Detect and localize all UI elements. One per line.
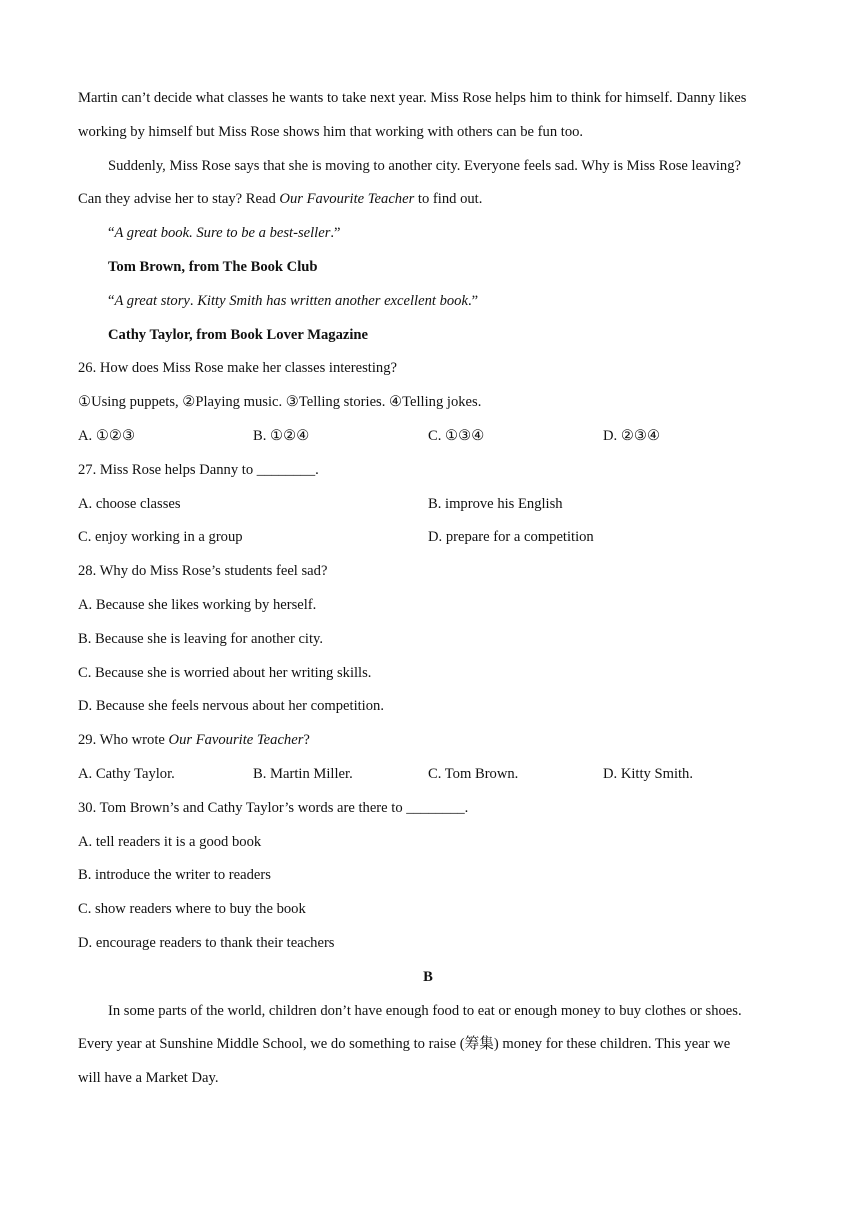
options-29 <box>78 760 778 794</box>
option-c: C. ①③④ <box>428 427 485 444</box>
options-26 <box>78 422 778 456</box>
options-27-row2 <box>78 523 778 557</box>
option-d: D. Kitty Smith. <box>603 765 694 782</box>
text: 29. Who wrote <box>78 732 169 749</box>
section-heading: B <box>423 968 433 985</box>
option-d: D. ②③④ <box>603 427 661 444</box>
option-a: A. Because she likes working by herself. <box>78 596 317 613</box>
question-stem-30: 30. Tom Brown’s and Cathy Taylor’s words are there to ________. <box>78 799 469 816</box>
quote-text: Kitty Smith has written another excellent book <box>197 292 468 309</box>
option-b: B. Because she is leaving for another city. <box>78 630 324 647</box>
option-d: D. prepare for a competition <box>428 529 594 546</box>
quote-text: A great book. Sure to be a best-seller <box>114 225 331 242</box>
question-stem-28: 28. Why do Miss Rose’s students feel sad? <box>78 563 328 580</box>
option-a: A. choose classes <box>78 495 181 512</box>
option-b: B. Martin Miller. <box>253 765 353 782</box>
quote-mark: “ <box>108 225 115 242</box>
option-a: A. Cathy Taylor. <box>78 765 175 782</box>
review-quote-2 <box>78 287 778 321</box>
quote-mark: .” <box>330 225 341 242</box>
quote-text: A great story <box>114 292 190 309</box>
option-d: D. Because she feels nervous about her competition. <box>78 698 384 715</box>
paragraph-line: In some parts of the world, children don’t have enough food to eat or enough money to buy clothes or shoes. <box>108 1002 742 1019</box>
paragraph-line: Martin can’t decide what classes he wants to take next year. Miss Rose helps him to think for himself. Danny likes <box>78 90 747 106</box>
option-a: A. tell readers it is a good book <box>78 833 262 850</box>
text: to find out. <box>414 191 483 208</box>
paragraph-line: Suddenly, Miss Rose says that she is moving to another city. Everyone feels sad. Why is Miss Rose leaving? <box>108 157 741 174</box>
paragraph-line: Every year at Sunshine Middle School, we do something to raise (筹集) money for these children. This year we <box>78 1036 731 1053</box>
option-c: C. Tom Brown. <box>428 765 519 782</box>
text: ? <box>303 732 310 749</box>
document-page <box>78 84 778 1098</box>
options-27-row1 <box>78 490 778 524</box>
review-quote-1 <box>78 219 778 253</box>
option-b: B. ①②④ <box>253 427 310 444</box>
paragraph-line: will have a Market Day. <box>78 1070 219 1087</box>
question-items-26: ①Using puppets, ②Playing music. ③Telling stories. ④Telling jokes. <box>78 394 482 411</box>
question-stem-27: 27. Miss Rose helps Danny to ________. <box>78 461 319 478</box>
option-b: B. introduce the writer to readers <box>78 867 271 884</box>
book-title: Our Favourite Teacher <box>279 191 415 208</box>
quote-mark: “ <box>108 292 115 309</box>
option-d: D. encourage readers to thank their teachers <box>78 934 335 951</box>
option-a: A. ①②③ <box>78 427 136 444</box>
text: Can they advise her to stay? Read <box>78 191 280 208</box>
paragraph-line: working by himself but Miss Rose shows him that working with others can be fun too. <box>78 123 584 140</box>
option-c: C. enjoy working in a group <box>78 529 243 546</box>
review-source-1: Tom Brown, from The Book Club <box>108 258 318 275</box>
option-c: C. show readers where to buy the book <box>78 901 306 918</box>
paragraph-line <box>78 185 778 219</box>
question-stem-26: 26. How does Miss Rose make her classes interesting? <box>78 360 397 377</box>
option-c: C. Because she is worried about her writing skills. <box>78 664 372 681</box>
question-stem-29 <box>78 726 778 760</box>
book-title: Our Favourite Teacher <box>168 732 304 749</box>
option-b: B. improve his English <box>428 495 563 512</box>
review-source-2: Cathy Taylor, from Book Lover Magazine <box>108 326 368 343</box>
quote-mark: .” <box>467 292 479 309</box>
text: . <box>189 292 198 309</box>
